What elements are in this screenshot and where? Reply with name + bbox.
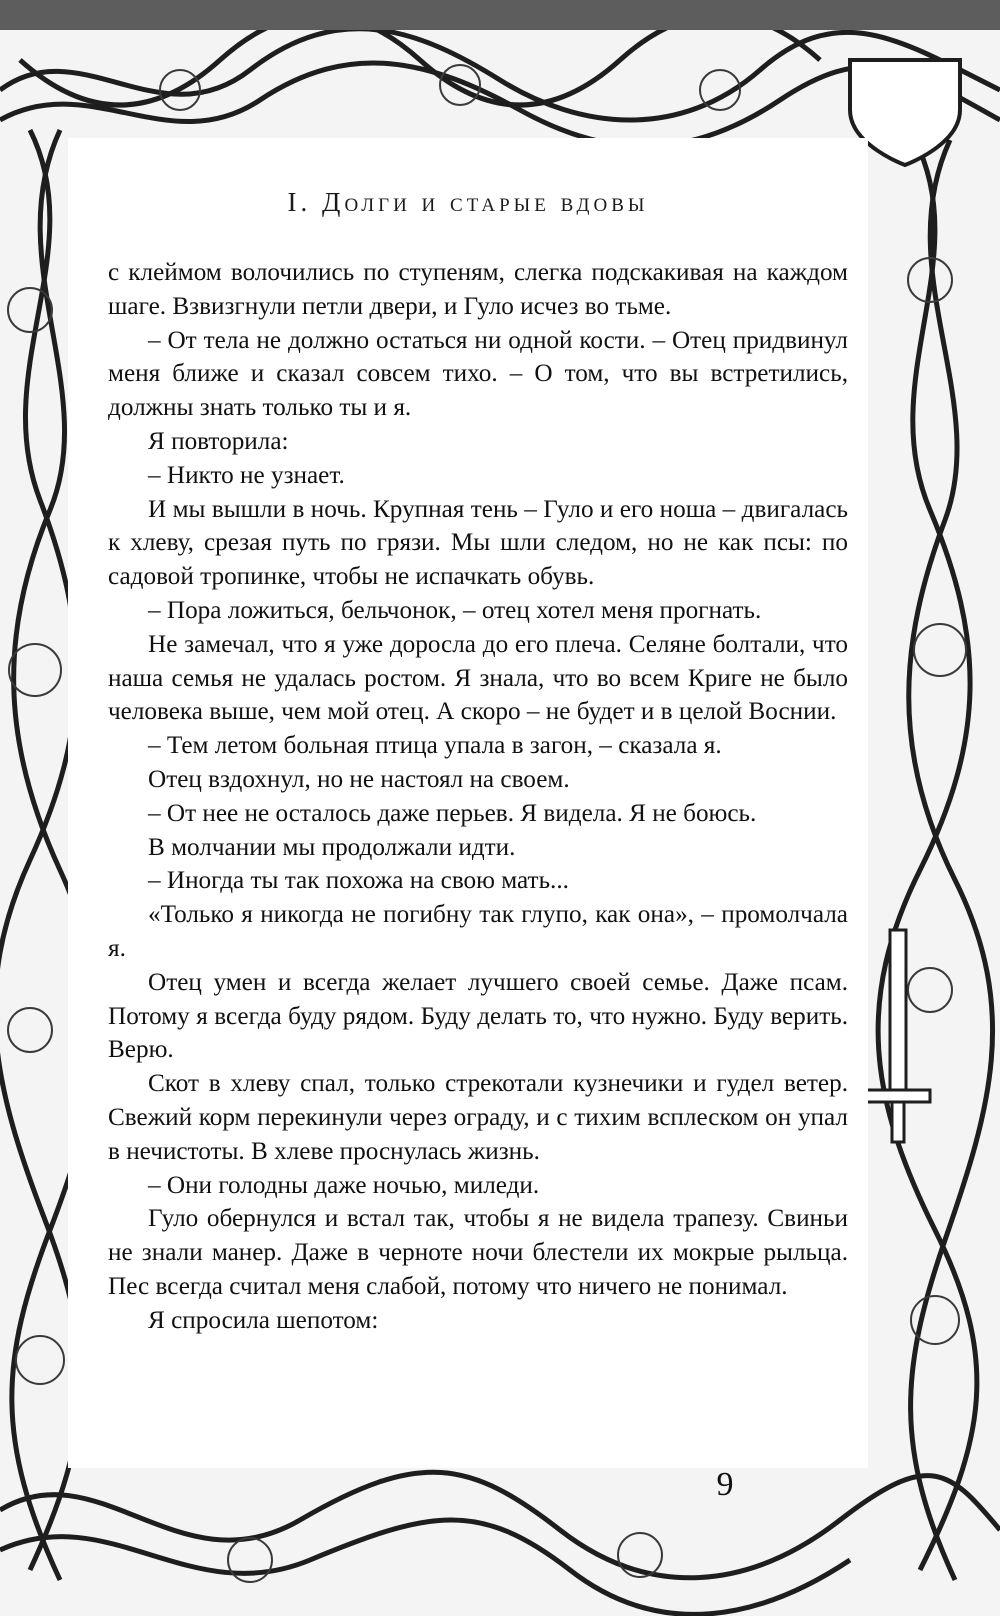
paragraph: Не замечал, что я уже доросла до его плеча. Селяне болтали, что наша семья не удалась ростом. Я знала, что во всем Криге не было человека выше, чем мой отец. А скоро – не будет и в целой Воснии.	[108, 630, 848, 726]
paragraph: с клеймом волочились по ступеням, слегка подскакивая на каждом шаге. Взвизгнули петли двери, и Гуло исчез во тьме.	[108, 259, 848, 320]
paragraph: – Пора ложиться, бельчонок, – отец хотел меня прогнать.	[148, 596, 762, 624]
paragraph: Гуло обернулся и встал так, чтобы я не видела трапезу. Свиньи не знали манер. Даже в черноте ночи блестели их мокрые рыльца. Пес всегда считал меня слабой, потому что ничего не понимал.	[108, 1205, 848, 1300]
body-text	[108, 256, 848, 1338]
paragraph: «Только я никогда не погибну так глупо, как она», – промолчала я.	[108, 901, 848, 962]
paragraph: – Никто не узнает.	[148, 461, 345, 489]
paragraph: В молчании мы продолжали идти.	[148, 833, 516, 861]
paragraph: Я повторила:	[148, 427, 289, 455]
chapter-title: I. Долги и старые вдовы	[287, 187, 649, 217]
paragraph: Отец умен и всегда желает лучшего своей семье. Даже псам. Потому я всегда буду рядом. Буду делать то, что нужно. Буду верить. Верю.	[108, 968, 848, 1064]
paragraph: Я спросила шепотом:	[148, 1306, 379, 1334]
paragraph: – Они голодны даже ночью, миледи.	[148, 1171, 540, 1199]
paragraph: И мы вышли в ночь. Крупная тень – Гуло и его ноша – двигалась к хлеву, срезая путь по грязи. Мы шли следом, но не как псы: по садовой тропинке, чтобы не испачкать обувь.	[108, 495, 848, 591]
paragraph: – Тем летом больная птица упала в загон, – сказала я.	[148, 732, 722, 760]
paragraph: – Иногда ты так похожа на свою мать...	[148, 867, 569, 895]
paragraph: Отец вздохнул, но не настоял на своем.	[148, 765, 570, 793]
paragraph: Скот в хлеву спал, только стрекотали кузнечики и гудел ветер. Свежий корм перекинули через ограду, и с тихим всплеском он упал в нечистоты. В хлеве проснулась жизнь.	[108, 1070, 848, 1165]
paragraph: – От нее не осталось даже перьев. Я видела. Я не боюсь.	[148, 799, 757, 827]
page-number: 9	[716, 1466, 734, 1503]
paragraph: – От тела не должно остаться ни одной кости. – Отец придвинул меня ближе и сказал совсем тихо. – О том, что вы встретились, должны знать только ты и я.	[108, 326, 848, 422]
